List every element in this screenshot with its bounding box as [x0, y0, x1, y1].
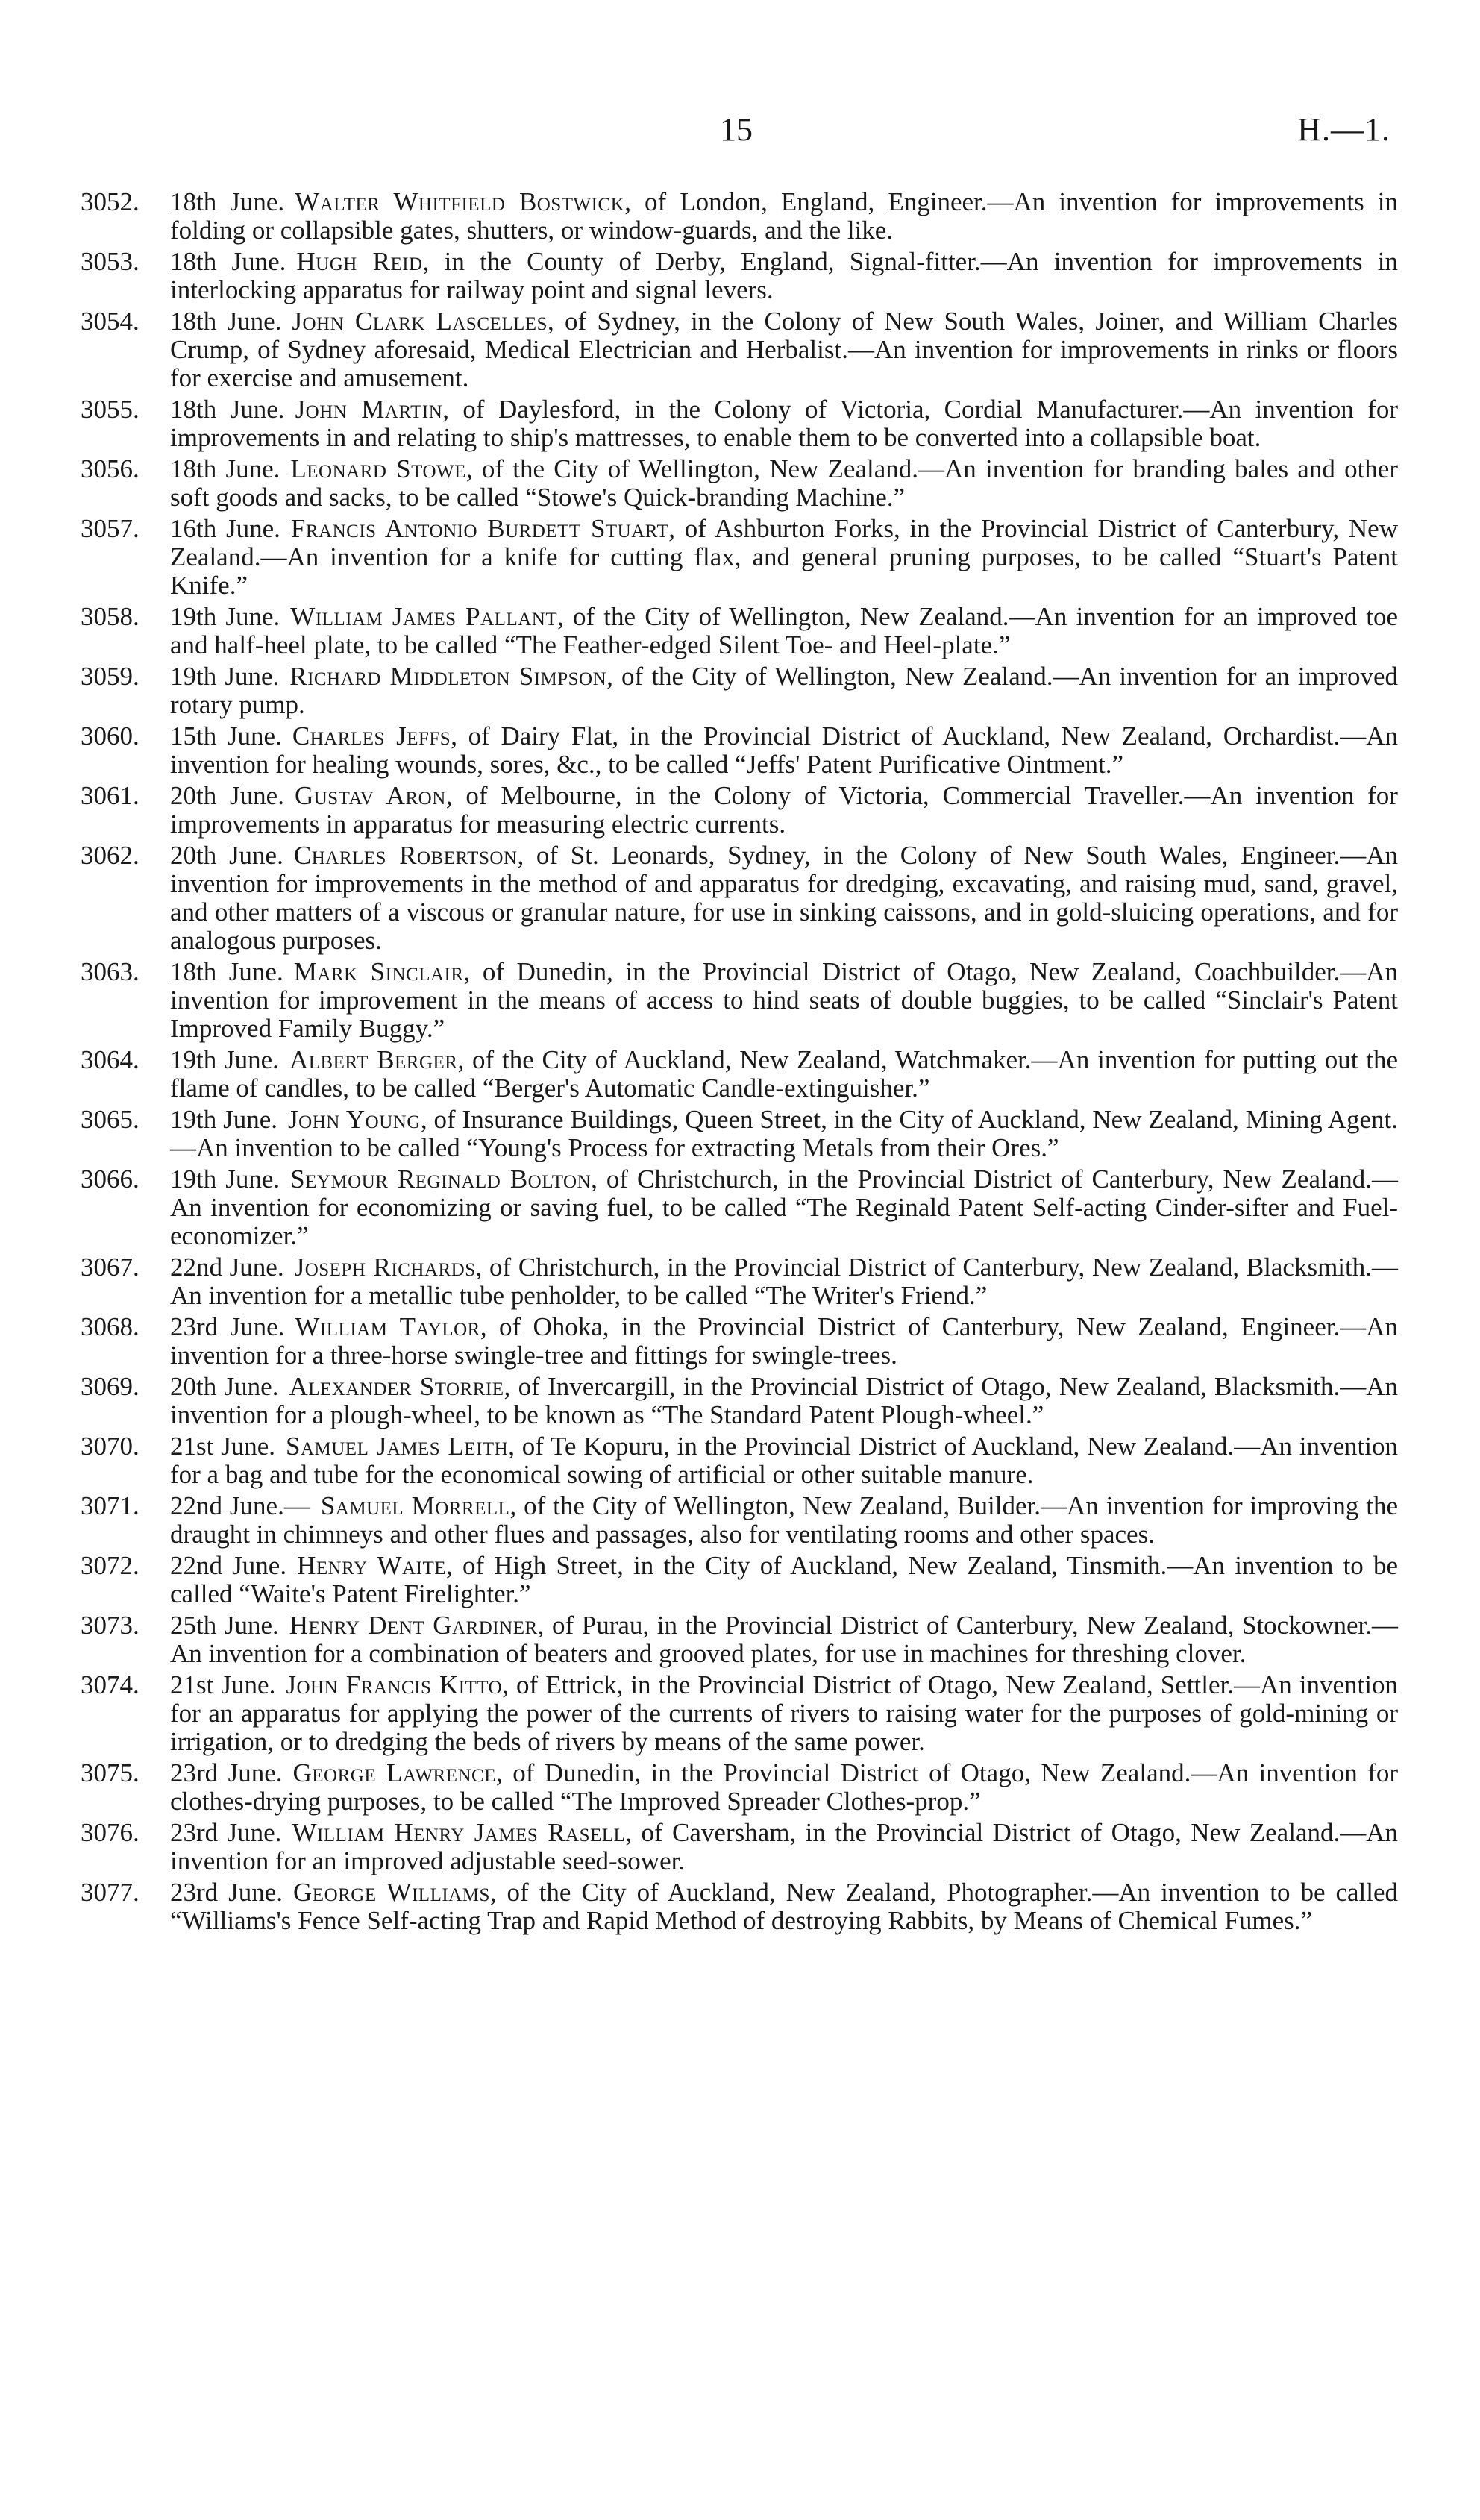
entry-number: 3060.	[81, 721, 139, 750]
patent-entry	[81, 455, 1398, 512]
entry-date: 20th June.	[170, 781, 284, 810]
patent-entry	[81, 1253, 1398, 1310]
entry-number: 3071.	[81, 1491, 139, 1520]
patent-entry	[81, 515, 1398, 600]
patent-entry	[81, 1611, 1398, 1668]
entry-description: , of Te Kopuru, in the Provincial District of Auckland, New Zealand.—An invention for a bag and tube for the economical sowing of artificial or other suitable manure.	[170, 1432, 1398, 1489]
entry-date: 23rd June.	[170, 1312, 285, 1341]
patent-entry	[81, 1046, 1398, 1103]
entry-number: 3057.	[81, 514, 139, 543]
entry-description: , of Christchurch, in the Provincial District of Canterbury, New Zealand.—An invention for economizing or saving fuel, to be called “The Reginald Patent Self-acting Cinder-sifter and Fuel-economizer.”	[170, 1165, 1398, 1250]
page-number: 15	[720, 111, 753, 148]
entry-date: 19th June.	[170, 1105, 278, 1134]
applicant-name: John Francis Kitto	[286, 1670, 503, 1699]
entry-date: 21st June.	[170, 1670, 276, 1699]
patent-entry	[81, 307, 1398, 392]
entry-date: 18th June.	[170, 187, 285, 216]
entry-description: , of Daylesford, in the Colony of Victoria, Cordial Manufacturer.—An invention for improvements in and relating to ship's mattresses, to enable them to be converted into a collapsible boat.	[170, 395, 1398, 452]
patent-entry	[81, 841, 1398, 955]
entry-date: 18th June.	[170, 307, 282, 336]
patent-entry	[81, 1819, 1398, 1875]
patent-entry	[81, 1552, 1398, 1608]
entry-number: 3052.	[81, 187, 139, 216]
patent-entry	[81, 248, 1398, 304]
entry-number: 3062.	[81, 841, 139, 870]
applicant-name: William Henry James Rasell	[292, 1818, 626, 1847]
entry-number: 3076.	[81, 1818, 139, 1847]
entry-description: , of Christchurch, in the Provincial District of Canterbury, New Zealand, Blacksmith.—An invention for a metallic tube penholder, to be called “The Writer's Friend.”	[170, 1253, 1398, 1310]
entry-date: 18th June.	[170, 247, 286, 276]
patent-entry	[81, 1671, 1398, 1756]
applicant-name: Gustav Aron	[294, 781, 446, 810]
applicant-name: Joseph Richards	[294, 1253, 476, 1282]
applicant-name: Leonard Stowe	[290, 454, 466, 483]
applicant-name: Charles Jeffs	[292, 721, 451, 750]
patent-entry	[81, 782, 1398, 839]
entry-date: 22nd June.	[170, 1253, 284, 1282]
entry-number: 3070.	[81, 1432, 139, 1461]
entry-number: 3056.	[81, 454, 139, 483]
entry-date: 23rd June.	[170, 1818, 282, 1847]
patent-entry	[81, 1878, 1398, 1935]
entry-number: 3055.	[81, 395, 139, 424]
entry-description: , of the City of Auckland, New Zealand, Watchmaker.—An invention for putting out the flame of candles, to be called “Berger's Automatic Candle-extinguisher.”	[170, 1045, 1398, 1103]
entry-description: , in the County of Derby, England, Signal-fitter.—An invention for improvements in interlocking apparatus for railway point and signal levers.	[170, 247, 1398, 304]
entry-description: , of Invercargill, in the Provincial District of Otago, New Zealand, Blacksmith.—An invention for a plough-wheel, to be known as “The Standard Patent Plough-wheel.”	[170, 1372, 1398, 1429]
entry-date: 18th June.	[170, 395, 285, 424]
entry-number: 3063.	[81, 957, 139, 986]
entry-date: 15th June.	[170, 721, 282, 750]
entry-date: 23rd June.	[170, 1758, 283, 1787]
entry-description: , of the City of Wellington, New Zealand, Builder.—An invention for improving the draught in chimneys and other flues and passages, also for ventilating rooms and other spaces.	[170, 1491, 1399, 1549]
entry-description: , of the City of Wellington, New Zealand.—An invention for branding bales and other soft goods and sacks, to be called “Stowe's Quick-branding Machine.”	[170, 454, 1398, 512]
patent-entry	[81, 395, 1398, 452]
entry-description: , of St. Leonards, Sydney, in the Colony of New South Wales, Engineer.—An invention for improvements in the method of and apparatus for dredging, excavating, and raising mud, sand, gravel, and other matters of a viscous or granular nature, for use in sinking caissons, and in gold-sluicing operations, and for analogous purposes.	[170, 841, 1399, 955]
patent-entry	[81, 1373, 1398, 1429]
entry-number: 3074.	[81, 1670, 139, 1699]
entry-description: , of the City of Wellington, New Zealand.—An invention for an improved rotary pump.	[170, 662, 1398, 719]
entry-description: , of Sydney, in the Colony of New South Wales, Joiner, and William Charles Crump, of Sydney aforesaid, Medical Electrician and Herbalist.—An invention for improvements in rinks or floors for exercise and amusement.	[170, 307, 1398, 392]
entry-description: , of Insurance Buildings, Queen Street, in the City of Auckland, New Zealand, Mining Agent.—An invention to be called “Young's Process for extracting Metals from their Ores.”	[170, 1105, 1398, 1162]
applicant-name: Hugh Reid	[296, 247, 423, 276]
entry-date: 25th June.	[170, 1611, 279, 1640]
patent-entry	[81, 958, 1398, 1043]
applicant-name: Samuel James Leith	[286, 1432, 509, 1461]
entry-number: 3058.	[81, 602, 139, 631]
patent-entry	[81, 1313, 1398, 1370]
entry-number: 3059.	[81, 662, 139, 691]
entry-description: , of Ettrick, in the Provincial District of Otago, New Zealand, Settler.—An invention for an apparatus for applying the power of the currents of rivers to raising water for the purposes of gold-mining or irrigation, or to dredging the beds of rivers by means of the same power.	[170, 1670, 1399, 1756]
entry-description: , of Melbourne, in the Colony of Victoria, Commercial Traveller.—An invention for improvements in apparatus for measuring electric currents.	[170, 781, 1398, 839]
entry-date: 22nd June.—	[170, 1491, 310, 1520]
patent-entry	[81, 603, 1398, 659]
page-reference: H.—1.	[1297, 111, 1390, 148]
applicant-name: John Young	[288, 1105, 421, 1134]
entry-date: 20th June.	[170, 841, 283, 870]
entry-number: 3075.	[81, 1758, 139, 1787]
entry-number: 3061.	[81, 781, 139, 810]
applicant-name: Richard Middleton Simpson	[289, 662, 607, 691]
entry-number: 3069.	[81, 1372, 139, 1401]
applicant-name: Mark Sinclair	[293, 957, 464, 986]
applicant-name: Alexander Storrie	[289, 1372, 504, 1401]
entry-number: 3077.	[81, 1878, 139, 1907]
entry-description: , of Dunedin, in the Provincial District of Otago, New Zealand, Coachbuilder.—An invention for improvement in the means of access to hind seats of double buggies, to be called “Sinclair's Patent Improved Family Buggy.”	[170, 957, 1398, 1043]
applicant-name: William Taylor	[295, 1312, 480, 1341]
patent-entry	[81, 1759, 1398, 1816]
entry-number: 3054.	[81, 307, 139, 336]
entry-number: 3053.	[81, 247, 139, 276]
entry-description: , of High Street, in the City of Auckland, New Zealand, Tinsmith.—An invention to be called “Waite's Patent Firelighter.”	[170, 1551, 1399, 1608]
entry-description: , of Ashburton Forks, in the Provincial District of Canterbury, New Zealand.—An invention for a knife for cutting flax, and general pruning purposes, to be called “Stuart's Patent Knife.”	[170, 514, 1398, 600]
entry-number: 3064.	[81, 1045, 139, 1074]
entry-date: 16th June.	[170, 514, 280, 543]
applicant-name: Francis Antonio Burdett Stuart	[290, 514, 669, 543]
applicant-name: George Lawrence	[292, 1758, 497, 1787]
entry-number: 3065.	[81, 1105, 139, 1134]
patent-entry	[81, 722, 1398, 779]
entry-number: 3066.	[81, 1165, 139, 1194]
applicant-name: Walter Whitfield Bostwick	[295, 187, 625, 216]
patent-entry	[81, 1106, 1398, 1162]
patent-entry	[81, 1492, 1398, 1549]
page-header	[0, 110, 1480, 155]
entry-date: 19th June.	[170, 1045, 279, 1074]
patent-entry	[81, 188, 1398, 245]
patent-entry	[81, 662, 1398, 719]
entry-date: 21st June.	[170, 1432, 275, 1461]
patent-entries-list	[81, 188, 1398, 1938]
entry-description: , of London, England, Engineer.—An invention for improvements in folding or collapsible gates, shutters, or window-guards, and the like.	[170, 187, 1398, 245]
entry-description: , of Caversham, in the Provincial District of Otago, New Zealand.—An invention for an improved adjustable seed-sower.	[170, 1818, 1399, 1875]
entry-date: 18th June.	[170, 957, 283, 986]
applicant-name: George Williams	[293, 1878, 490, 1907]
entry-description: , of Dairy Flat, in the Provincial District of Auckland, New Zealand, Orchardist.—An invention for healing wounds, sores, &c., to be called “Jeffs' Patent Purificative Ointment.”	[170, 721, 1398, 779]
entry-date: 23rd June.	[170, 1878, 283, 1907]
patent-entry	[81, 1432, 1398, 1489]
applicant-name: Henry Dent Gardiner	[289, 1611, 538, 1640]
entry-date: 22nd June.	[170, 1551, 287, 1580]
entry-number: 3067.	[81, 1253, 139, 1282]
applicant-name: William James Pallant	[290, 602, 558, 631]
entry-description: , of Purau, in the Provincial District of Canterbury, New Zealand, Stockowner.—An invention for a combination of beaters and grooved plates, for use in machines for threshing clover.	[170, 1611, 1398, 1668]
applicant-name: Charles Robertson	[293, 841, 518, 870]
entry-number: 3073.	[81, 1611, 139, 1640]
applicant-name: John Clark Lascelles	[292, 307, 548, 336]
applicant-name: Seymour Reginald Bolton	[290, 1165, 592, 1194]
entry-date: 19th June.	[170, 662, 280, 691]
entry-number: 3072.	[81, 1551, 139, 1580]
entry-number: 3068.	[81, 1312, 139, 1341]
patent-entry	[81, 1165, 1398, 1250]
entry-description: , of Dunedin, in the Provincial District of Otago, New Zealand.—An invention for clothes-drying purposes, to be called “The Improved Spreader Clothes-prop.”	[170, 1758, 1399, 1816]
entry-description: , of the City of Wellington, New Zealand.—An invention for an improved toe and half-heel plate, to be called “The Feather-edged Silent Toe- and Heel-plate.”	[170, 602, 1398, 659]
entry-date: 18th June.	[170, 454, 280, 483]
applicant-name: Albert Berger	[289, 1045, 458, 1074]
entry-date: 19th June.	[170, 602, 280, 631]
entry-date: 20th June.	[170, 1372, 279, 1401]
entry-description: , of the City of Auckland, New Zealand, Photographer.—An invention to be called “Williams's Fence Self-acting Trap and Rapid Method of destroying Rabbits, by Means of Chemical Fumes.”	[170, 1878, 1398, 1935]
entry-date: 19th June.	[170, 1165, 280, 1194]
applicant-name: John Martin	[295, 395, 443, 424]
entry-description: , of Ohoka, in the Provincial District of Canterbury, New Zealand, Engineer.—An invention for a three-horse swingle-tree and fittings for swingle-trees.	[170, 1312, 1399, 1370]
applicant-name: Samuel Morrell	[320, 1491, 510, 1520]
applicant-name: Henry Waite	[297, 1551, 447, 1580]
